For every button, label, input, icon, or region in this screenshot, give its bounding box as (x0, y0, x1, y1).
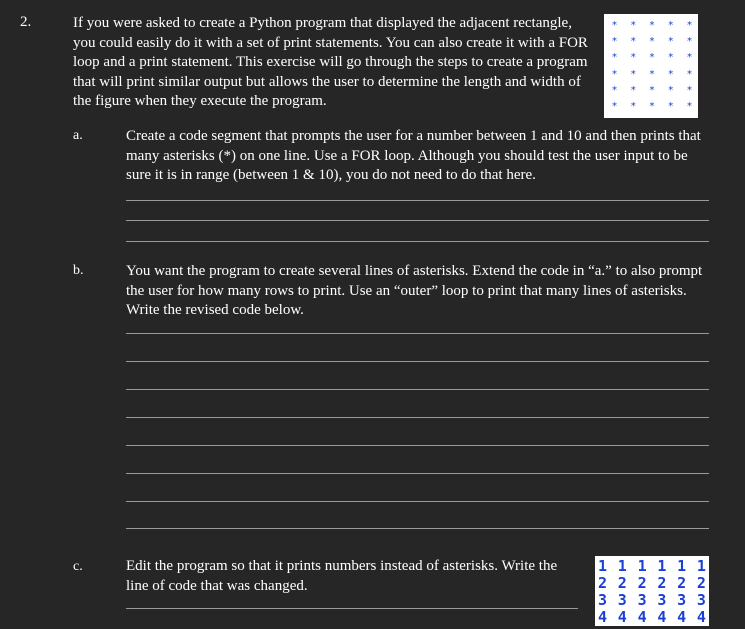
star-glyph: * (630, 20, 636, 31)
star-glyph-row (612, 67, 692, 83)
number-glyph: 2 (617, 574, 627, 592)
star-glyph: * (668, 36, 674, 48)
number-glyph: 2 (657, 574, 667, 592)
star-glyph: * (668, 20, 674, 31)
star-glyph: * (649, 68, 655, 80)
number-glyph: 4 (617, 608, 627, 626)
number-grid-figure (595, 556, 709, 626)
answer-line (126, 501, 709, 502)
number-glyph: 3 (696, 591, 706, 609)
number-glyph: 2 (637, 574, 647, 592)
number-glyph: 1 (657, 557, 667, 575)
number-glyph: 3 (637, 591, 647, 609)
number-glyph-row (598, 558, 706, 575)
number-glyph-row (598, 575, 706, 592)
star-glyph: * (649, 36, 655, 48)
star-glyph: * (630, 36, 636, 48)
number-glyph: 2 (598, 574, 608, 592)
star-glyph: * (687, 100, 692, 112)
answer-line (126, 417, 709, 418)
number-glyph-row (598, 609, 706, 626)
answer-line (126, 333, 709, 334)
star-glyph: * (668, 84, 674, 96)
star-glyph: * (630, 84, 636, 96)
star-glyph: * (649, 52, 655, 64)
question-number: 2. (20, 14, 32, 30)
part-a-text: Create a code segment that prompts the user for a number between 1 and 10 and then prints that many asterisks (*) on one line. Use a FOR loop. Although you should test the user input to be sure it is in range (between 1 & 10), you do not need to do that here. (126, 128, 701, 183)
number-glyph: 3 (617, 591, 627, 609)
answer-line (126, 528, 709, 529)
part-c-label: c. (73, 559, 83, 574)
answer-line (126, 389, 709, 390)
number-glyph: 3 (598, 591, 608, 609)
question-intro: If you were asked to create a Python program that displayed the adjacent rectangle, you could easily do it with a set of print statements. You can also create it with a FOR loop and a print statement. This exercise will go through the steps to create a program that will print similar output but allows the user to determine the length and width of the figure when they execute the program. (73, 15, 588, 109)
number-glyph-row (598, 592, 706, 609)
number-glyph: 4 (677, 608, 687, 626)
star-glyph: * (612, 68, 617, 80)
number-glyph: 2 (696, 574, 706, 592)
number-glyph: 1 (677, 557, 687, 575)
part-b-label: b. (73, 263, 84, 278)
star-glyph-row (612, 34, 692, 50)
star-glyph: * (649, 20, 655, 31)
answer-line (126, 473, 709, 474)
star-glyph: * (612, 84, 617, 96)
star-glyph: * (668, 100, 674, 112)
star-glyph-row (612, 18, 692, 34)
star-glyph: * (649, 84, 655, 96)
part-b-text: You want the program to create several lines of asterisks. Extend the code in “a.” to also prompt the user for how many rows to print. Use an “outer” loop to print that many lines of asterisks. Write the revised code below. (126, 263, 703, 318)
star-glyph: * (630, 52, 636, 64)
number-glyph: 1 (637, 557, 647, 575)
answer-line (126, 241, 709, 242)
star-glyph: * (630, 68, 636, 80)
number-glyph: 4 (598, 608, 608, 626)
number-glyph: 4 (657, 608, 667, 626)
star-glyph-row (612, 50, 692, 66)
answer-line (126, 200, 709, 201)
star-glyph: * (612, 36, 617, 48)
star-glyph: * (649, 100, 655, 112)
star-glyph: * (630, 100, 636, 112)
star-glyph: * (612, 100, 617, 112)
number-glyph: 4 (696, 608, 706, 626)
star-glyph: * (687, 68, 692, 80)
number-glyph: 4 (637, 608, 647, 626)
number-glyph: 1 (617, 557, 627, 575)
star-glyph: * (687, 52, 692, 64)
star-glyph-row (612, 83, 692, 99)
answer-line (126, 361, 709, 362)
star-glyph: * (612, 52, 617, 64)
star-glyph: * (687, 20, 692, 31)
part-a-label: a. (73, 128, 83, 143)
star-glyph: * (668, 68, 674, 80)
number-glyph: 3 (677, 591, 687, 609)
star-glyph-row (612, 99, 692, 115)
number-glyph: 1 (696, 557, 706, 575)
number-glyph: 1 (598, 557, 608, 575)
star-glyph: * (668, 52, 674, 64)
star-glyph: * (687, 84, 692, 96)
answer-line (126, 608, 578, 609)
answer-line (126, 445, 709, 446)
part-c-text: Edit the program so that it prints numbers instead of asterisks. Write the line of code that was changed. (126, 558, 558, 594)
star-glyph: * (612, 20, 617, 31)
answer-line (126, 220, 709, 221)
number-glyph: 3 (657, 591, 667, 609)
star-glyph: * (687, 36, 692, 48)
asterisk-rectangle-figure (604, 14, 698, 118)
number-glyph: 2 (677, 574, 687, 592)
